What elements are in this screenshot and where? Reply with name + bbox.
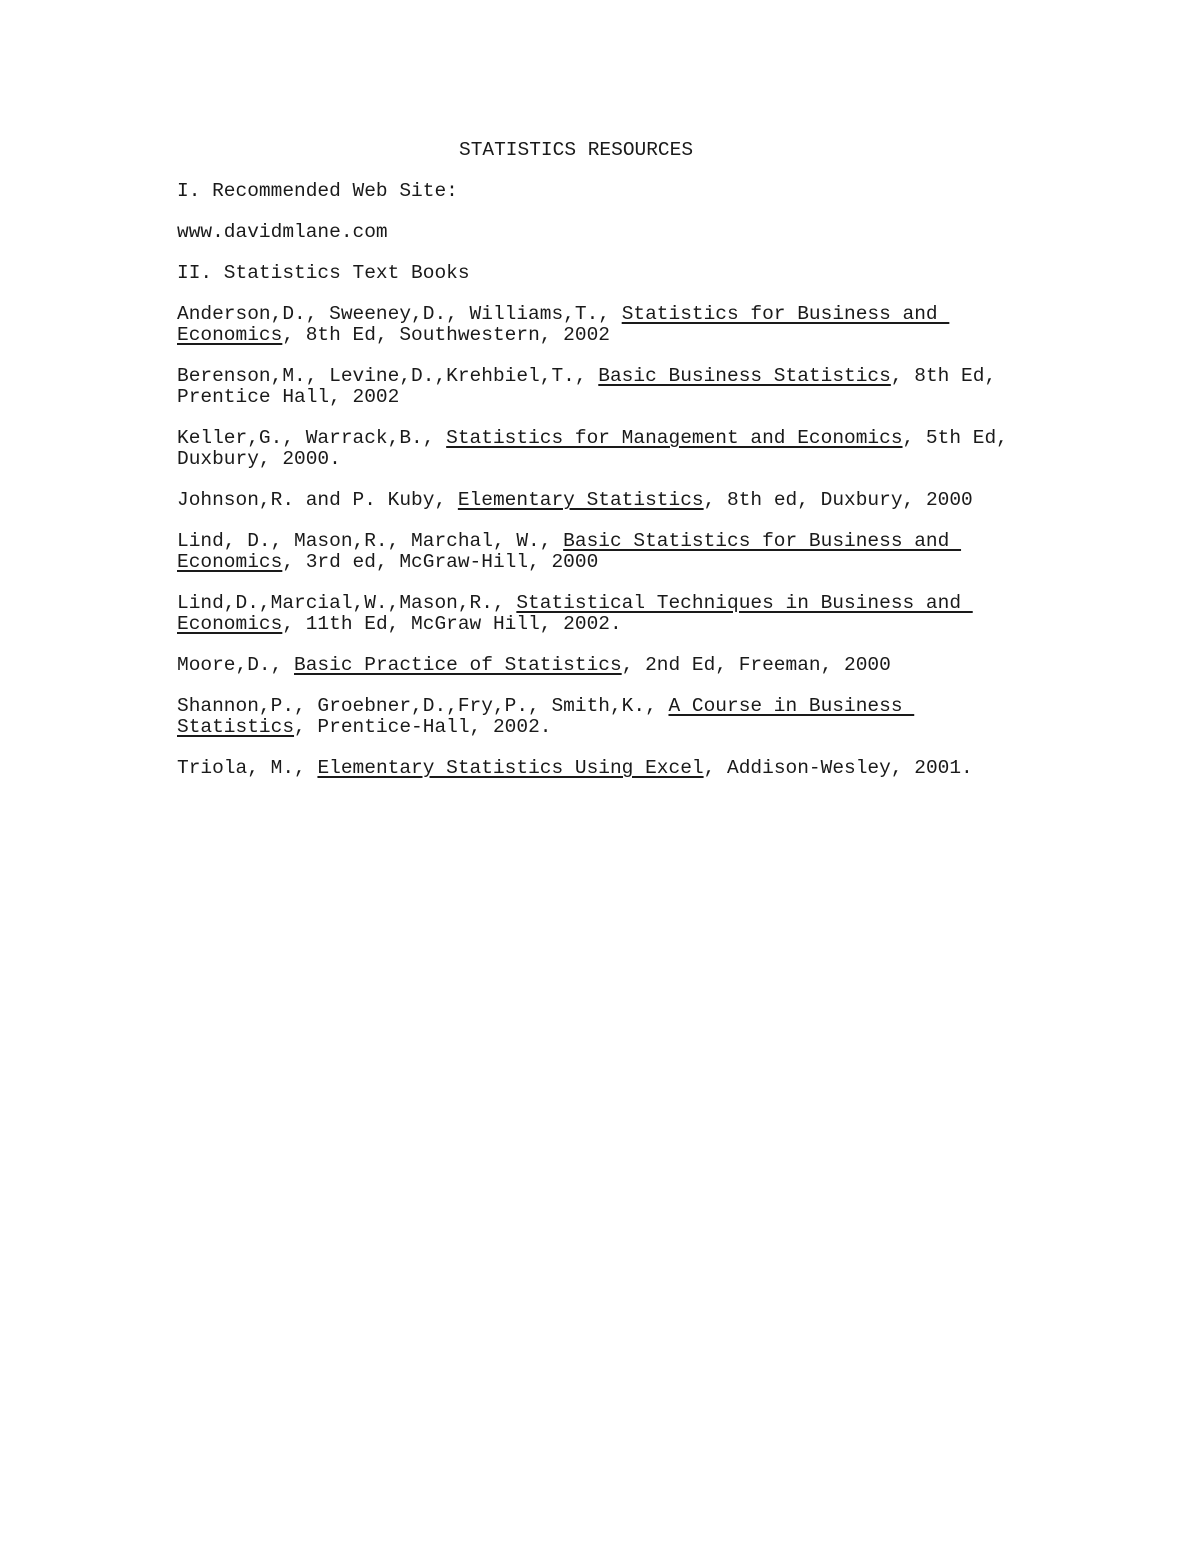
reference-entry [177, 490, 1077, 511]
section-heading-web-site: I. Recommended Web Site: [177, 180, 458, 202]
reference-publication: Duxbury, 2000. [177, 448, 341, 470]
reference-line [177, 717, 1077, 738]
reference-line [177, 325, 1077, 346]
reference-entry [177, 593, 1077, 635]
reference-line [177, 387, 1077, 408]
document-page [177, 140, 1077, 799]
reference-line [177, 490, 1077, 511]
reference-line [177, 304, 1077, 325]
document-title: STATISTICS RESOURCES [459, 139, 694, 161]
reference-authors: Shannon,P., Groebner,D.,Fry,P., Smith,K., [177, 695, 669, 717]
reference-authors: Anderson,D., Sweeney,D., Williams,T., [177, 303, 622, 325]
reference-book-title: Statistical Techniques in Business and [516, 592, 973, 614]
reference-book-title: Basic Statistics for Business and [563, 530, 962, 552]
reference-entry [177, 428, 1077, 470]
reference-publication: , Addison-Wesley, 2001. [703, 757, 973, 779]
reference-authors: Keller,G., Warrack,B., [177, 427, 447, 449]
reference-book-title: A Course in Business [668, 695, 915, 717]
reference-authors: Triola, M., [177, 757, 318, 779]
website-text: www.davidmlane.com [177, 221, 388, 243]
reference-publication: , 5th Ed, [902, 427, 1008, 449]
reference-authors: Lind, D., Mason,R., Marchal, W., [177, 530, 564, 552]
reference-line [177, 614, 1077, 635]
reference-publication: Prentice Hall, 2002 [177, 386, 400, 408]
reference-publication: , 8th ed, Duxbury, 2000 [703, 489, 973, 511]
reference-line [177, 655, 1077, 676]
reference-publication: , 8th Ed, [890, 365, 997, 387]
reference-entry [177, 304, 1077, 346]
reference-line [177, 696, 1077, 717]
reference-line [177, 531, 1077, 552]
reference-authors: Johnson,R. and P. Kuby, [177, 489, 458, 511]
reference-publication: , 3rd ed, McGraw-Hill, 2000 [282, 551, 599, 573]
reference-entry [177, 696, 1077, 738]
reference-line [177, 758, 1077, 779]
reference-entry [177, 655, 1077, 676]
reference-book-title: Basic Business Statistics [598, 365, 891, 387]
reference-book-title: Economics [177, 324, 283, 346]
reference-book-title: Statistics for Business and [621, 303, 950, 325]
reference-book-title: Basic Practice of Statistics [294, 654, 622, 676]
reference-entry [177, 531, 1077, 573]
reference-book-title: Elementary Statistics Using Excel [317, 757, 704, 779]
reference-book-title: Statistics [177, 716, 295, 738]
reference-authors: Moore,D., [177, 654, 295, 676]
reference-line [177, 552, 1077, 573]
reference-book-title: Economics [177, 551, 283, 573]
reference-book-title: Statistics for Management and Economics [446, 427, 903, 449]
reference-publication: , Prentice-Hall, 2002. [294, 716, 552, 738]
reference-publication: , 8th Ed, Southwestern, 2002 [282, 324, 610, 346]
reference-line [177, 593, 1077, 614]
reference-authors: Berenson,M., Levine,D.,Krehbiel,T., [177, 365, 599, 387]
reference-book-title: Economics [177, 613, 283, 635]
reference-line [177, 366, 1077, 387]
reference-book-title: Elementary Statistics [457, 489, 704, 511]
reference-publication: , 11th Ed, McGraw Hill, 2002. [282, 613, 622, 635]
reference-authors: Lind,D.,Marcial,W.,Mason,R., [177, 592, 517, 614]
reference-publication: , 2nd Ed, Freeman, 2000 [621, 654, 891, 676]
reference-entry [177, 366, 1077, 408]
section-heading-text-books: II. Statistics Text Books [177, 262, 470, 284]
reference-line [177, 428, 1077, 449]
reference-line [177, 449, 1077, 470]
reference-entry [177, 758, 1077, 779]
